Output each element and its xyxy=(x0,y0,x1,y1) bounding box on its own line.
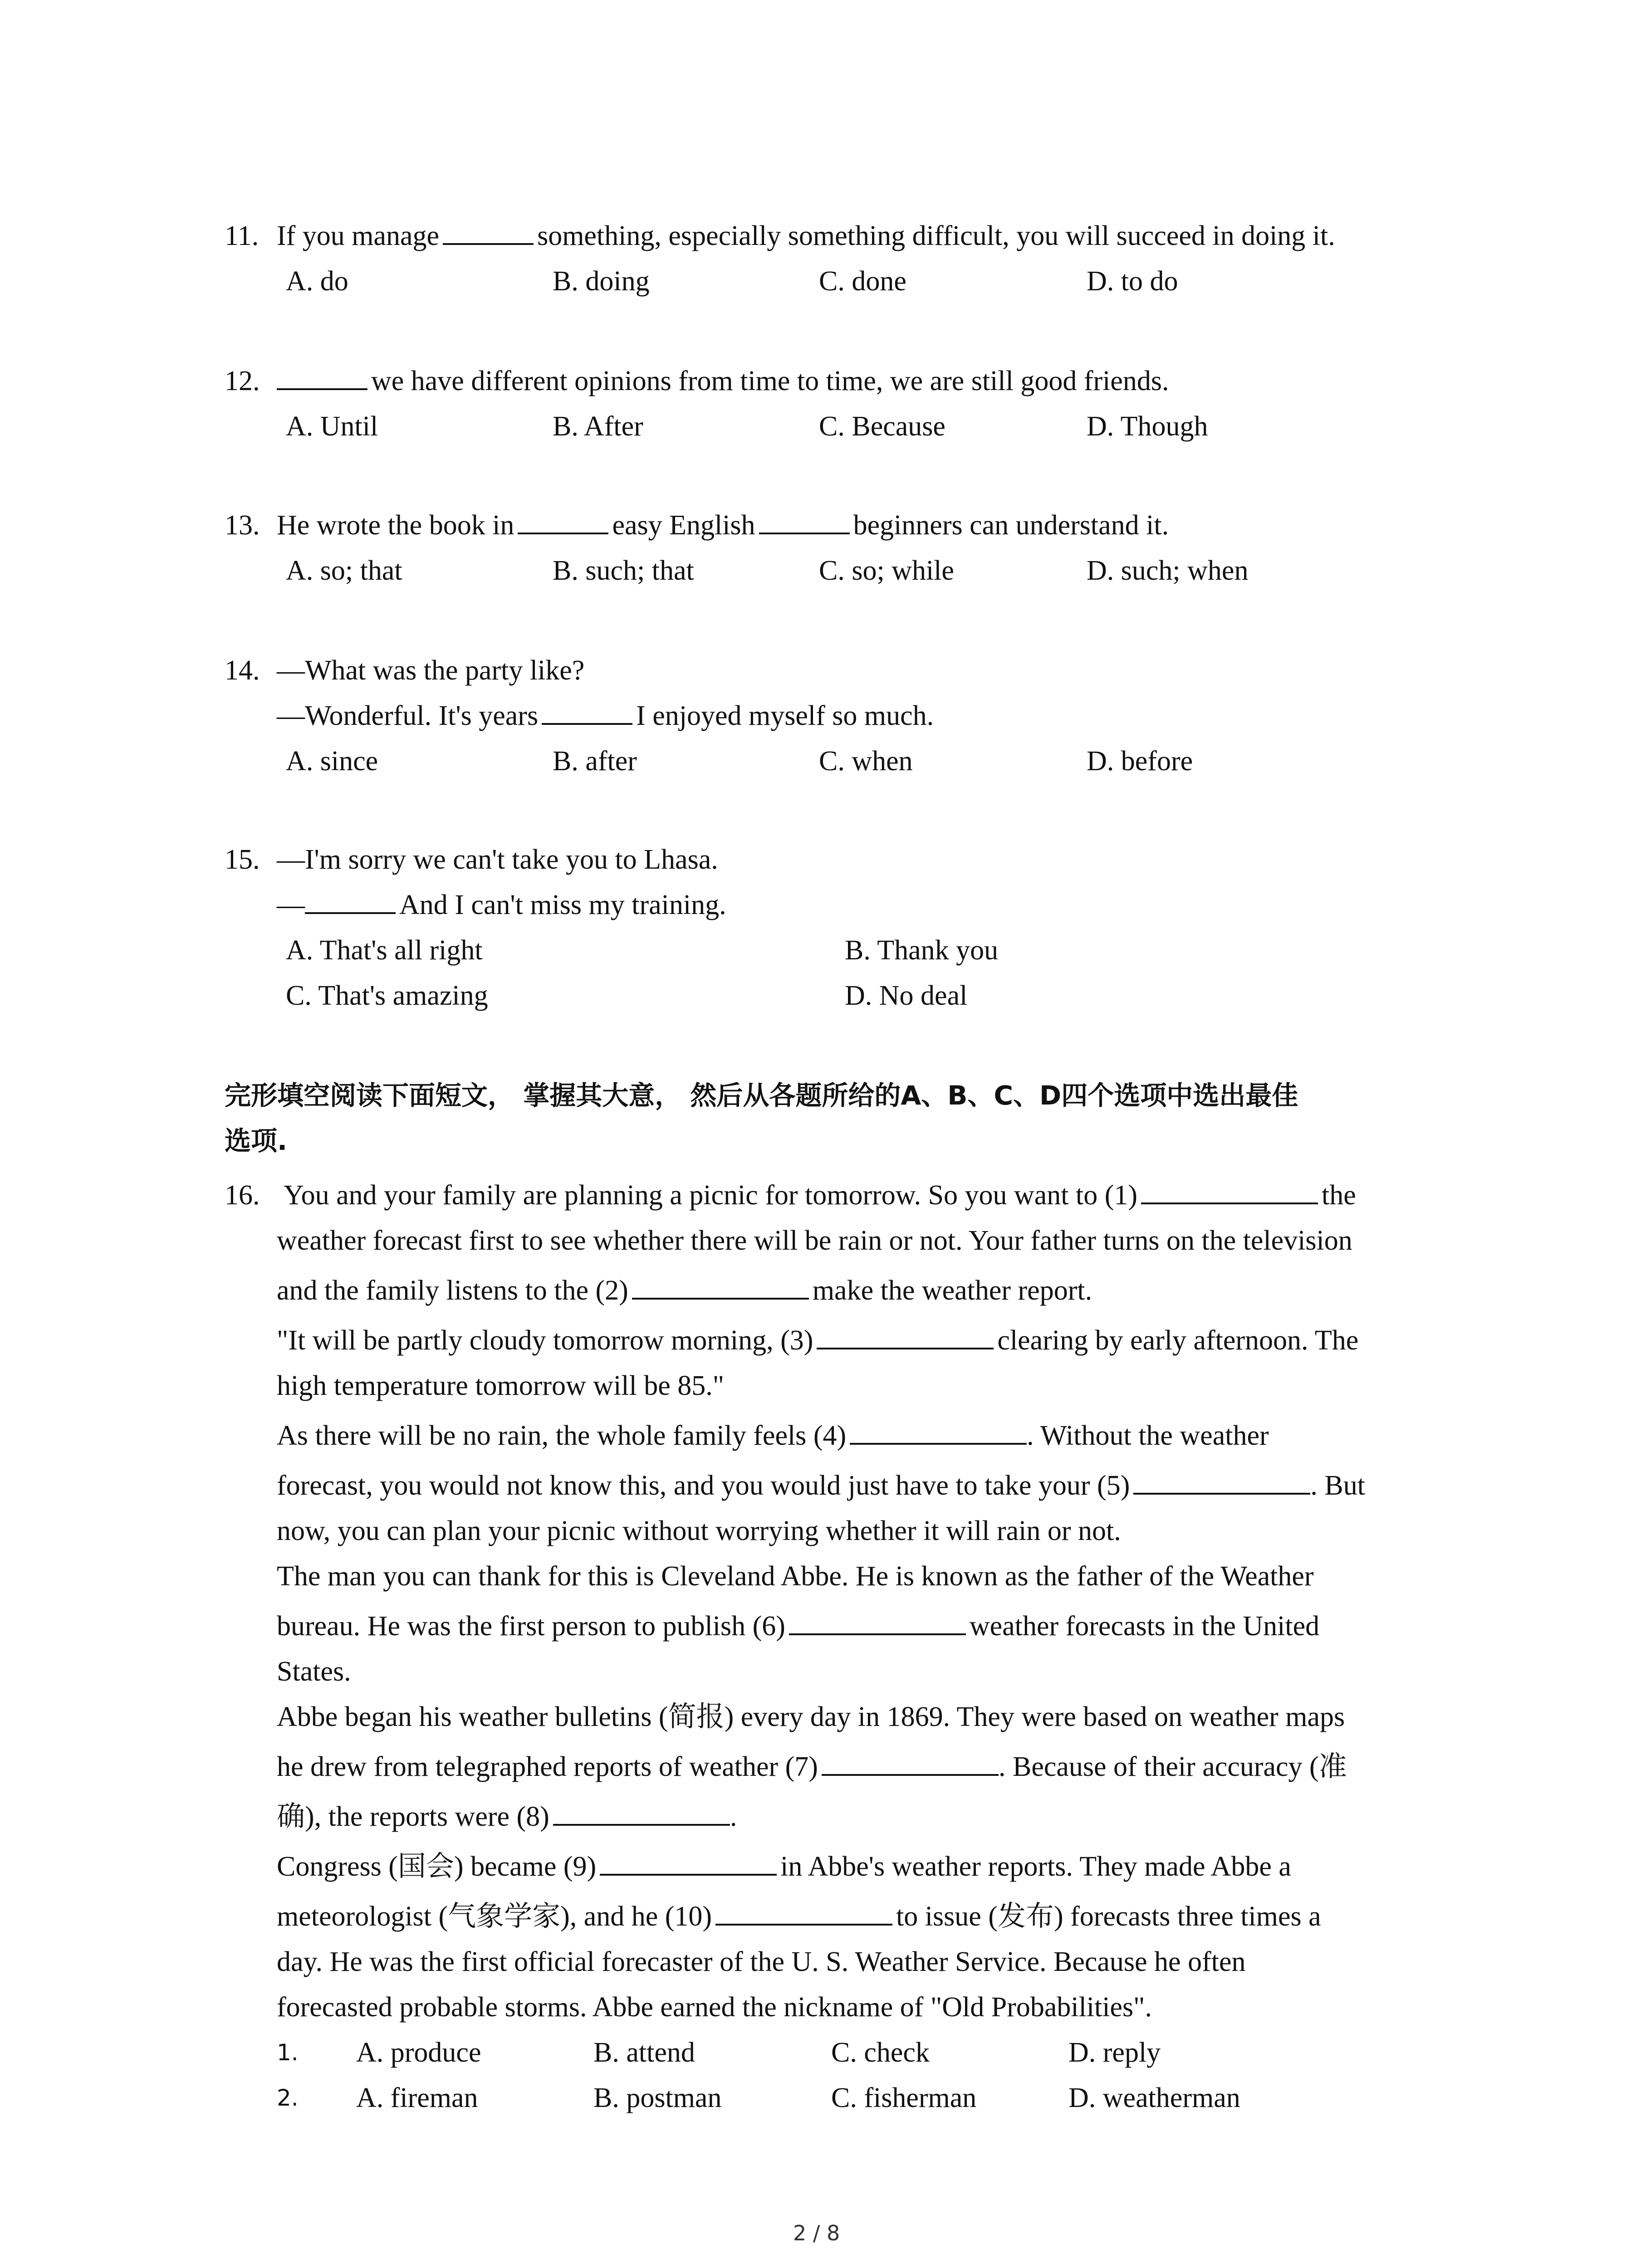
option: D. weatherman xyxy=(1068,2082,1240,2113)
dialogue-line: —What was the party like? xyxy=(277,655,585,686)
question-number: 12. xyxy=(225,366,260,396)
answer-blank xyxy=(542,698,632,725)
answer-blank xyxy=(822,1749,999,1776)
passage-line: The man you can thank for this is Cleveland Abbe. He is known as the father of the Weather xyxy=(277,1561,1314,1592)
option: D. Though xyxy=(1087,411,1208,442)
option: D. to do xyxy=(1087,266,1178,297)
option: A. do xyxy=(286,266,348,297)
stem-text: —Wonderful. It's years xyxy=(277,700,539,731)
passage-line: weather forecast first to see whether there will be rain or not. Your father turns on the television xyxy=(277,1225,1352,1256)
answer-blank xyxy=(789,1608,966,1635)
option: C. That's amazing xyxy=(286,980,488,1011)
section-heading: 选项. xyxy=(225,1125,288,1156)
option: A. so; that xyxy=(286,555,402,586)
option: B. doing xyxy=(553,266,650,297)
answer-blank xyxy=(443,218,534,245)
option: D. No deal xyxy=(845,980,968,1011)
passage-line: meteorologist (气象学家), and he (10) to issue (发布) forecasts three times a xyxy=(277,1898,1321,1935)
answer-blank xyxy=(518,507,608,534)
question-number: 16. xyxy=(225,1180,260,1211)
answer-blank xyxy=(600,1848,777,1876)
option: A. produce xyxy=(356,2037,481,2068)
answer-blank xyxy=(759,507,850,534)
answer-blank xyxy=(553,1799,730,1826)
option: A. That's all right xyxy=(286,935,483,966)
question-number: 13. xyxy=(225,510,260,541)
passage-line: As there will be no rain, the whole family feels (4) . Without the weather xyxy=(277,1418,1269,1454)
passage-line: he drew from telegraphed reports of weather (7) . Because of their accuracy (准 xyxy=(277,1749,1347,1785)
passage-line: day. He was the first official forecaster of the U. S. Weather Service. Because he often xyxy=(277,1946,1246,1977)
answer-blank xyxy=(715,1898,892,1926)
passage-line: forecast, you would not know this, and you would just have to take your (5) . But xyxy=(277,1467,1365,1504)
passage-line: You and your family are planning a picnic for tomorrow. So you want to (1) the xyxy=(284,1177,1356,1213)
passage-line: now, you can plan your picnic without worrying whether it will rain or not. xyxy=(277,1515,1121,1546)
passage-line: and the family listens to the (2) make the weather report. xyxy=(277,1272,1092,1309)
option: B. after xyxy=(553,746,637,777)
option: D. reply xyxy=(1068,2037,1161,2068)
question-stem xyxy=(277,507,1169,543)
answer-blank xyxy=(277,363,367,390)
dialogue-line xyxy=(277,698,934,734)
option: A. Until xyxy=(286,411,378,442)
passage-line: forecasted probable storms. Abbe earned the nickname of "Old Probabilities". xyxy=(277,1992,1152,2023)
question-stem xyxy=(277,363,1169,399)
stem-text: He wrote the book in xyxy=(277,510,514,541)
option: C. when xyxy=(819,746,913,777)
page-number: 2 / 8 xyxy=(793,2221,840,2245)
option: D. such; when xyxy=(1087,555,1249,586)
stem-text: And I can't miss my training. xyxy=(399,890,726,920)
stem-text: something, especially something difficult, you will succeed in doing it. xyxy=(537,220,1335,251)
item-number: 2. xyxy=(277,2085,299,2111)
section-heading: 完形填空阅读下面短文， 掌握其大意， 然后从各题所给的A、B、C、D四个选项中选出最佳 xyxy=(225,1080,1298,1111)
option: B. postman xyxy=(593,2082,722,2113)
passage-line: Abbe began his weather bulletins (简报) every day in 1869. They were based on weather maps xyxy=(277,1701,1345,1732)
stem-text: If you manage xyxy=(277,220,440,251)
passage-line: Congress (国会) became (9) in Abbe's weather reports. They made Abbe a xyxy=(277,1848,1291,1885)
item-number: 1. xyxy=(277,2039,299,2066)
option: A. fireman xyxy=(356,2082,478,2113)
stem-text: — xyxy=(277,890,305,920)
answer-blank xyxy=(817,1322,994,1349)
question-stem xyxy=(277,218,1335,254)
answer-blank xyxy=(1141,1177,1318,1204)
answer-blank xyxy=(305,887,396,914)
passage-line: bureau. He was the first person to publish (6) weather forecasts in the United xyxy=(277,1608,1319,1644)
passage-line: States. xyxy=(277,1656,351,1687)
answer-blank xyxy=(632,1272,809,1300)
option: C. Because xyxy=(819,411,945,442)
option: B. such; that xyxy=(553,555,694,586)
answer-blank xyxy=(850,1418,1027,1445)
stem-text: we have different opinions from time to time, we are still good friends. xyxy=(371,366,1169,396)
answer-blank xyxy=(1133,1467,1310,1495)
question-number: 14. xyxy=(225,655,260,686)
question-number: 11. xyxy=(225,220,259,251)
option: C. fisherman xyxy=(831,2082,977,2113)
passage-line: 确), the reports were (8) . xyxy=(277,1799,737,1835)
option: B. Thank you xyxy=(845,935,999,966)
stem-text: I enjoyed myself so much. xyxy=(636,700,934,731)
option: C. done xyxy=(819,266,906,297)
passage-line: "It will be partly cloudy tomorrow morning, (3) clearing by early afternoon. The xyxy=(277,1322,1358,1359)
stem-text: easy English xyxy=(612,510,755,541)
option: B. After xyxy=(553,411,643,442)
option: C. so; while xyxy=(819,555,954,586)
question-number: 15. xyxy=(225,844,260,875)
dialogue-line xyxy=(277,887,726,923)
dialogue-line: —I'm sorry we can't take you to Lhasa. xyxy=(277,844,718,875)
option: A. since xyxy=(286,746,378,777)
passage-line: high temperature tomorrow will be 85." xyxy=(277,1370,725,1401)
option: C. check xyxy=(831,2037,930,2068)
stem-text: beginners can understand it. xyxy=(853,510,1169,541)
option: B. attend xyxy=(593,2037,695,2068)
option: D. before xyxy=(1087,746,1193,777)
